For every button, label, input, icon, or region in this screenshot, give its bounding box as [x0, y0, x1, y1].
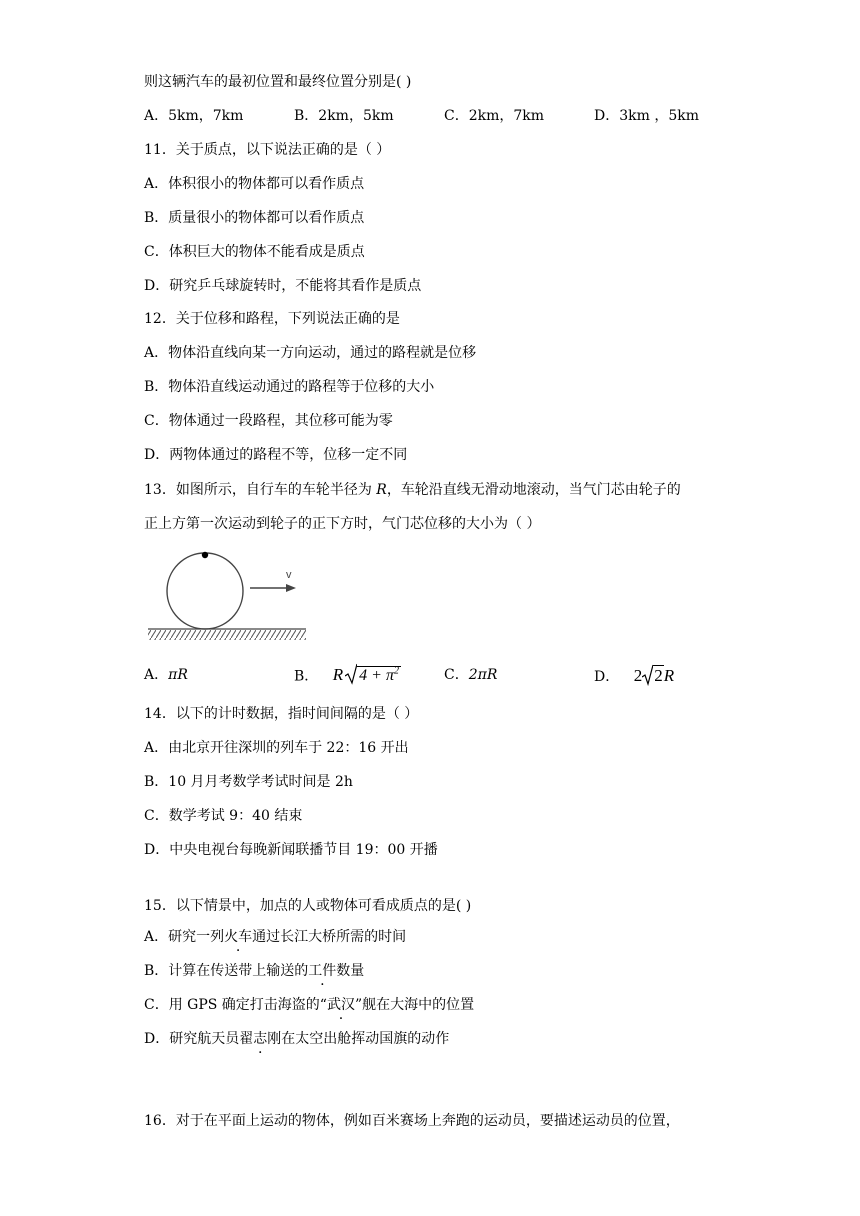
q14-stem: 14．以下的计时数据，指时间间隔的是（ ） — [144, 706, 419, 722]
q15-option-a-post: 通过长江大桥所需的时间 — [252, 929, 407, 945]
q15-option-b-pre: B．计算在传送带上输送的 — [144, 963, 309, 979]
wheel-circle — [167, 553, 243, 629]
valve-dot — [202, 552, 208, 558]
q15-option-b — [144, 961, 364, 981]
q13-option-a-value: πR — [168, 667, 188, 683]
q13-option-d-coef: 2 — [633, 666, 643, 685]
q13-option-a — [144, 665, 188, 685]
q15-option-c-dotted: 武汉 — [326, 997, 355, 1013]
q15-option-d — [144, 1029, 449, 1049]
q11-option-d: D．研究乒乓球旋转时，不能将其看作是质点 — [144, 278, 422, 294]
q15-option-d-pre: D．研究航天员 — [144, 1031, 240, 1047]
q11-option-a: A．体积很小的物体都可以看作质点 — [144, 176, 365, 192]
q13-option-a-label: A． — [144, 667, 169, 683]
q13-option-d-radicand: 2 — [654, 666, 663, 685]
q13-option-b-radicand-box — [357, 666, 401, 684]
q14-option-d: D．中央电视台每晚新闻联播节目 19：00 开播 — [144, 842, 438, 858]
q13-option-d-label: D． — [594, 669, 620, 685]
wheel-figure — [146, 550, 308, 642]
q10-option-b: B．2km，5km — [294, 108, 394, 124]
q12-option-a: A．物体沿直线向某一方向运动，通过的路程就是位移 — [144, 345, 477, 361]
q13-stem-part2: ，车轮沿直线无滑动地滚动，当气门芯由轮子的 — [386, 482, 681, 498]
q15-stem: 15．以下情景中，加点的人或物体可看成质点的是( ) — [144, 898, 472, 914]
q11-option-b: B．质量很小的物体都可以看作质点 — [144, 210, 365, 226]
radical-sign — [345, 663, 357, 685]
q13-option-b-sqrt — [345, 662, 401, 686]
q12-option-c: C．物体通过一段路程，其位移可能为零 — [144, 413, 393, 429]
q13-option-b-r: R — [332, 665, 344, 685]
q15-option-c — [144, 995, 474, 1015]
q16-stem: 16．对于在平面上运动的物体，例如百米赛场上奔跑的运动员，要描述运动员的位置， — [144, 1113, 680, 1129]
q14-option-a: A．由北京开往深圳的列车于 22：16 开出 — [144, 740, 409, 756]
q12-option-d: D．两物体通过的路程不等，位移一定不同 — [144, 447, 408, 463]
q10-option-c: C．2km，7km — [444, 108, 545, 124]
dotted-char: 火车 — [224, 929, 253, 945]
q10-option-d: D．3km ，5km — [594, 108, 700, 124]
q13-option-d-sqrt — [642, 664, 664, 687]
q10-option-a: A．5km，7km — [144, 108, 244, 124]
q11-stem: 11．关于质点，以下说法正确的是（ ） — [144, 142, 391, 158]
radical-sign — [642, 664, 653, 686]
q15-option-a — [144, 927, 406, 947]
q13-option-d-r: R — [663, 666, 675, 685]
q15-option-b-dotted: 工件 — [308, 963, 337, 979]
q14-option-c: C．数学考试 9：40 结束 — [144, 808, 303, 824]
q15-option-a-pre: A．研究一列 — [144, 929, 225, 945]
ground-hatching — [148, 630, 306, 640]
q11-option-c: C．体积巨大的物体不能看成是质点 — [144, 244, 365, 260]
q13-stem-line2: 正上方第一次运动到轮子的正下方时，气门芯位移的大小为（ ） — [144, 516, 541, 532]
q13-option-b-radicand: 4 + π — [359, 667, 394, 685]
q15-option-d-dotted: 翟志刚 — [239, 1031, 282, 1047]
q14-option-b: B．10 月月考数学考试时间是 2h — [144, 774, 353, 790]
q13-option-c-value: 2πR — [468, 667, 498, 683]
q13-stem-line1 — [144, 480, 681, 500]
q13-option-c — [444, 665, 497, 685]
q12-option-b: B．物体沿直线运动通过的路程等于位移的大小 — [144, 379, 435, 395]
q12-stem: 12．关于位移和路程，下列说法正确的是 — [144, 311, 400, 327]
q15-option-a-dotted — [224, 929, 252, 945]
q13-option-c-label: C． — [444, 667, 469, 683]
q13-option-d — [594, 664, 674, 687]
velocity-label: v — [286, 569, 292, 581]
q10-stem: 则这辆汽车的最初位置和最终位置分别是( ) — [144, 74, 412, 90]
q15-option-b-post: 数量 — [336, 963, 365, 979]
q15-option-c-pre: C．用 GPS 确定打击海盗的“ — [144, 997, 327, 1013]
q13-stem-radius: R — [376, 482, 387, 498]
q13-option-b-label: B． — [294, 668, 319, 685]
velocity-arrow-head — [286, 584, 296, 592]
q13-option-b — [294, 662, 401, 686]
q13-option-b-exponent: 2 — [393, 666, 399, 677]
q15-option-d-post: 在太空出舱挥动国旗的动作 — [281, 1031, 450, 1047]
q13-stem-part1: 13．如图所示，自行车的车轮半径为 — [144, 482, 377, 498]
q15-option-c-post: ”舰在大海中的位置 — [354, 997, 475, 1013]
